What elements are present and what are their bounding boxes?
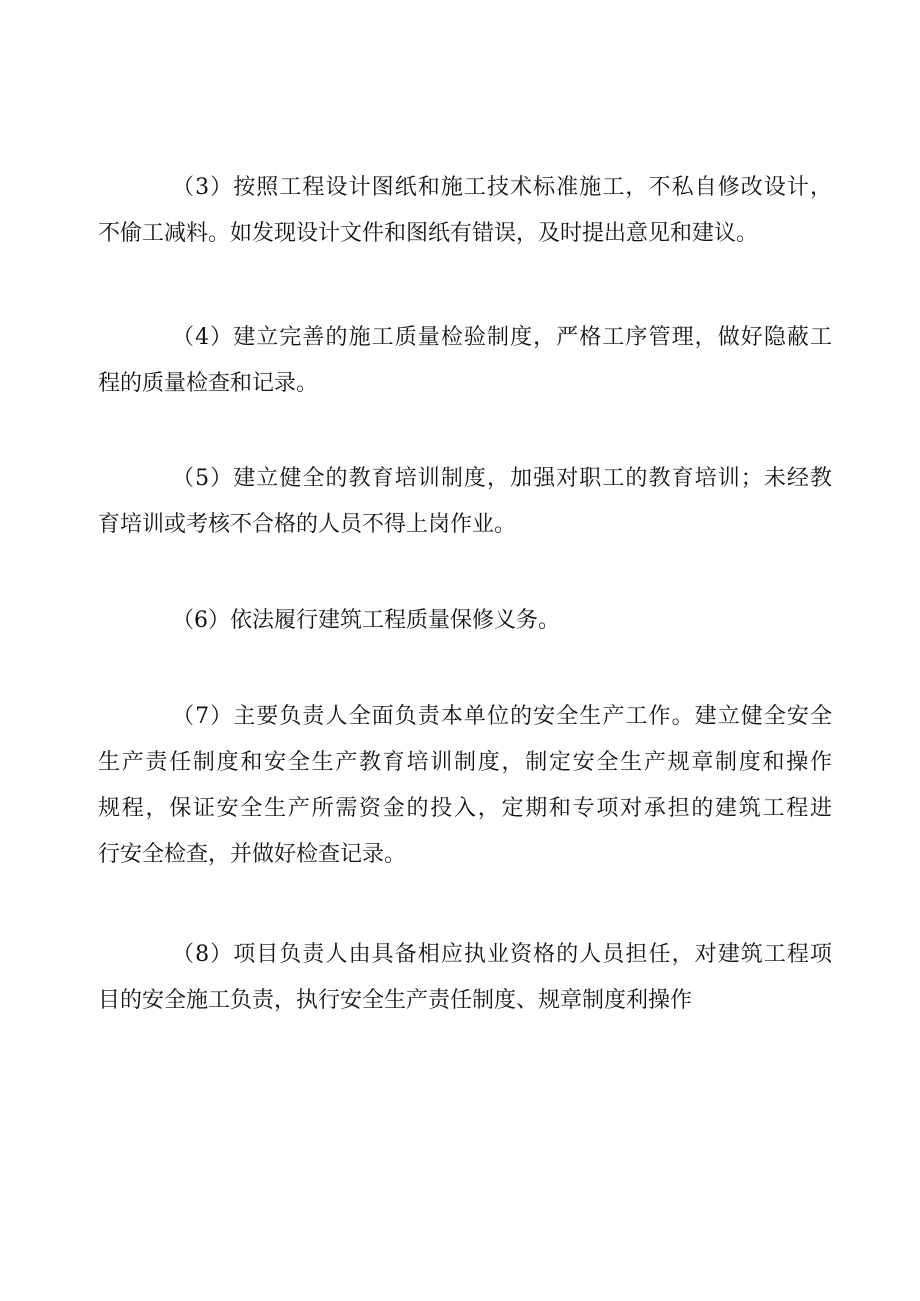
paragraph-line: 程的质量检查和记录。 [98, 371, 319, 396]
paragraph-3 [98, 165, 832, 257]
paragraph-8 [98, 932, 832, 1024]
paragraph-4 [98, 315, 832, 407]
paragraph-line: 目的安全施工负责，执行安全生产责任制度、规章制度利操作 [98, 988, 693, 1013]
paragraph-line: 育培训或考核不合格的人员不得上岗作业。 [98, 512, 517, 537]
paragraph-line: （8）项目负责人由具备相应执业资格的人员担任，对建筑工程项 [172, 942, 832, 967]
paragraph-line: 规程，保证安全生产所需资金的投入，定期和专项对承担的建筑工程进 [98, 796, 832, 821]
paragraph-line: 行安全检查，并做好检查记录。 [98, 842, 407, 867]
paragraph-line: （7）主要负责人全面负责本单位的安全生产工作。建立健全安全 [172, 704, 832, 729]
paragraph-line: 不偷工减料。如发现设计文件和图纸有错误，及时提出意见和建议。 [98, 221, 759, 246]
paragraph-6 [98, 598, 832, 644]
paragraph-line: （5）建立健全的教育培训制度，加强对职工的教育培训；未经教 [172, 466, 832, 491]
paragraph-line: 生产责任制度和安全生产教育培训制度，制定安全生产规章制度和操作 [98, 750, 832, 775]
paragraph-5 [98, 456, 832, 548]
paragraph-line: （6）依法履行建筑工程质量保修义务。 [172, 608, 560, 633]
paragraph-line: （4）建立完善的施工质量检验制度，严格工序管理，做好隐蔽工 [172, 325, 832, 350]
paragraph-7 [98, 694, 832, 878]
paragraph-line: （3）按照工程设计图纸和施工技术标准施工，不私自修改设计， [172, 175, 832, 200]
